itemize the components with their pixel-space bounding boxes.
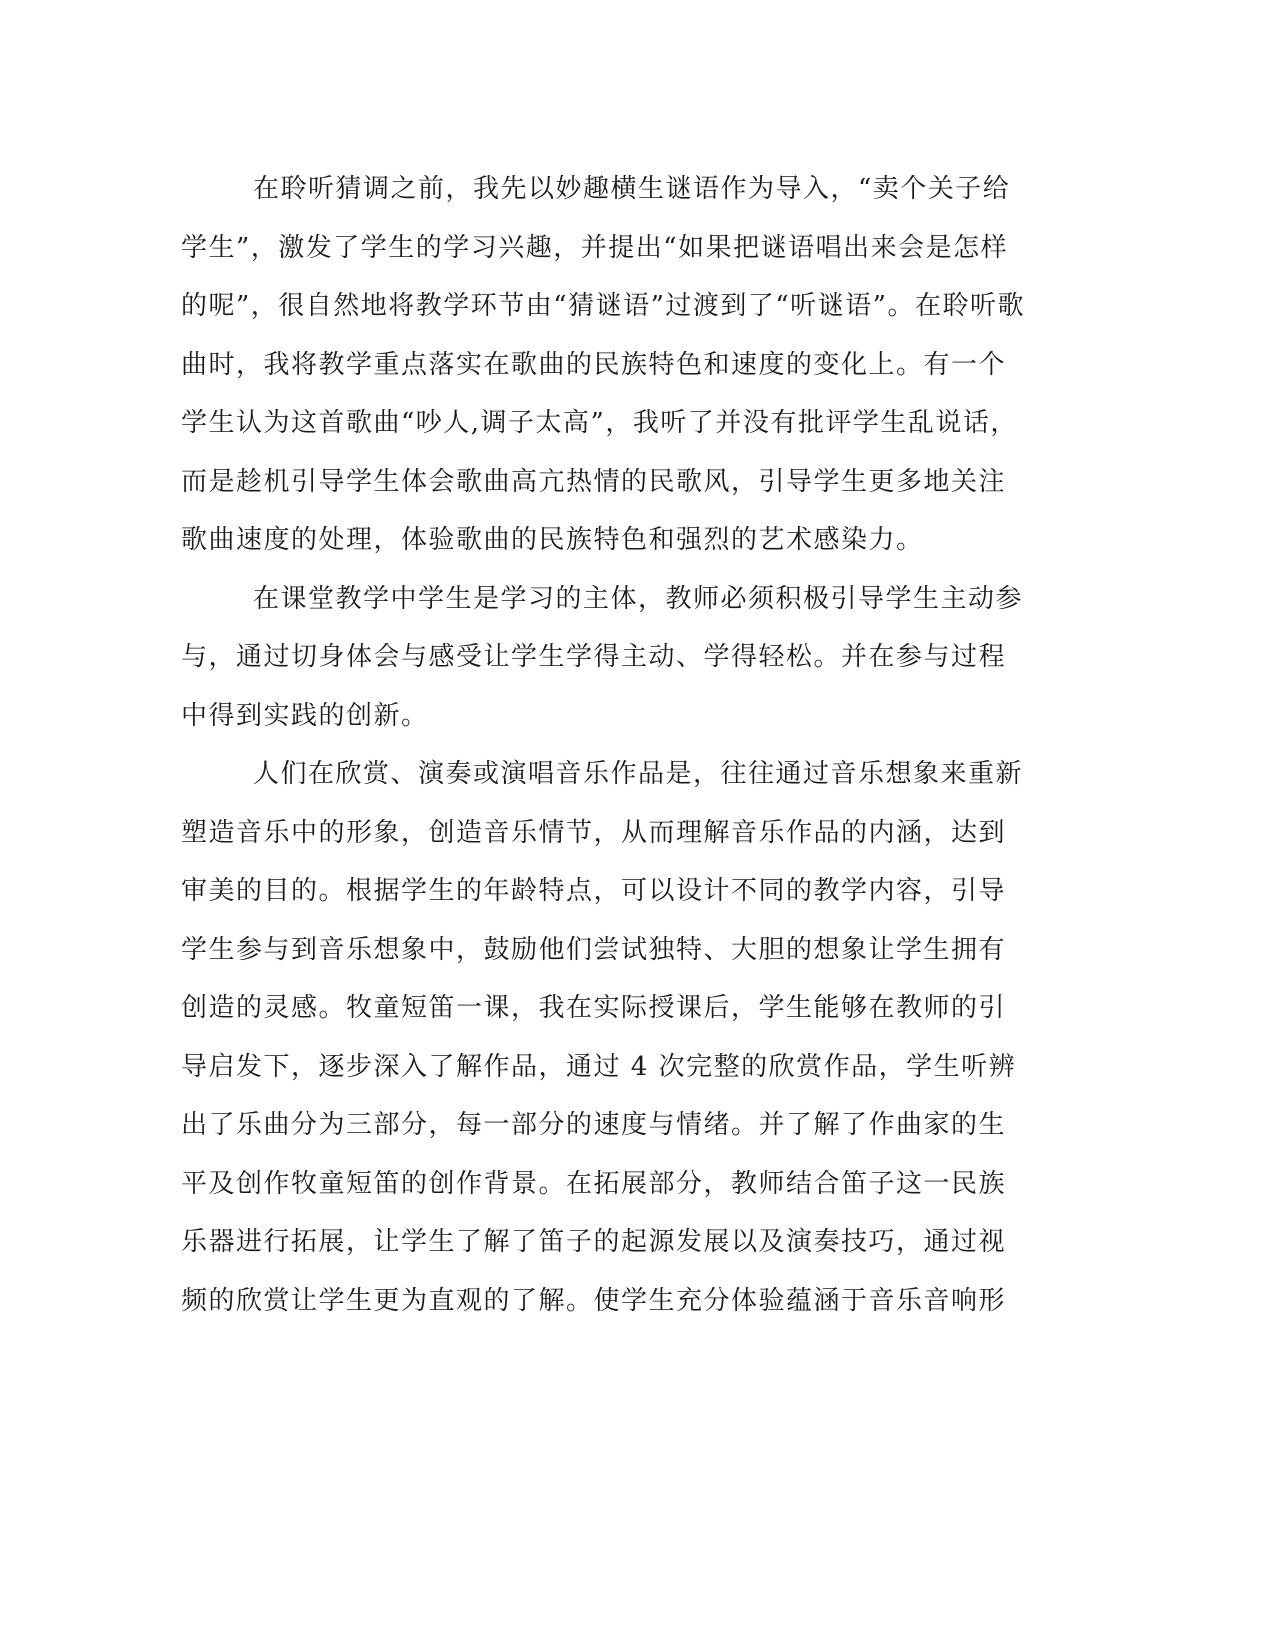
- text-line: 学生”，激发了学生的学习兴趣，并提出“如果把谜语唱出来会是怎样: [181, 232, 1009, 263]
- text-line: 的呢”，很自然地将教学环节由“猜谜语”过渡到了“听谜语”。在聆听歌: [181, 291, 1025, 321]
- text-line: 中得到实践的创新。: [181, 700, 429, 731]
- text-line: 在课堂教学中学生是学习的主体，教师必须积极引导学生主动参: [253, 583, 1024, 614]
- paragraph-1: [181, 160, 1031, 570]
- text-line: 审美的目的。根据学生的年龄特点，可以设计不同的教学内容，引导: [181, 876, 1007, 906]
- text-line: 在聆听猜调之前，我先以妙趣横生谜语作为导入，“卖个关子给: [253, 174, 1011, 204]
- text-line: 出了乐曲分为三部分，每一部分的速度与情绪。并了解了作曲家的生: [181, 1110, 1007, 1140]
- text-line: 学生认为这首歌曲“吵人,调子太高”，我听了并没有批评学生乱说话，: [181, 408, 1018, 438]
- text-line: 导启发下，逐步深入了解作品，通过 4 次完整的欣赏作品，学生听辨: [181, 1051, 1017, 1082]
- text-line: 乐器进行拓展，让学生了解了笛子的起源发展以及演奏技巧，通过视: [181, 1227, 1007, 1257]
- text-line: 平及创作牧童短笛的创作背景。在拓展部分，教师结合笛子这一民族: [181, 1168, 1007, 1199]
- text-line: 塑造音乐中的形象，创造音乐情节，从而理解音乐作品的内涵，达到: [181, 817, 1007, 848]
- paragraph-2: [181, 570, 1031, 746]
- text-line: 频的欣赏让学生更为直观的了解。使学生充分体验蕴涵于音乐音响形: [181, 1285, 1007, 1316]
- text-line: 而是趁机引导学生体会歌曲高亢热情的民歌风，引导学生更多地关注: [181, 466, 1007, 497]
- text-line: 人们在欣赏、演奏或演唱音乐作品是，往往通过音乐想象来重新: [253, 759, 1024, 789]
- text-line: 学生参与到音乐想象中，鼓励他们尝试独特、大胆的想象让学生拥有: [181, 934, 1007, 965]
- document-body: [181, 160, 1031, 1330]
- text-line: 创造的灵感。牧童短笛一课，我在实际授课后，学生能够在教师的引: [181, 993, 1007, 1023]
- text-line: 歌曲速度的处理，体验歌曲的民族特色和强烈的艺术感染力。: [181, 525, 924, 555]
- text-line: 曲时，我将教学重点落实在歌曲的民族特色和速度的变化上。有一个: [181, 349, 1007, 380]
- paragraph-3: [181, 745, 1031, 1330]
- text-line: 与，通过切身体会与感受让学生学得主动、学得轻松。并在参与过程: [181, 642, 1007, 672]
